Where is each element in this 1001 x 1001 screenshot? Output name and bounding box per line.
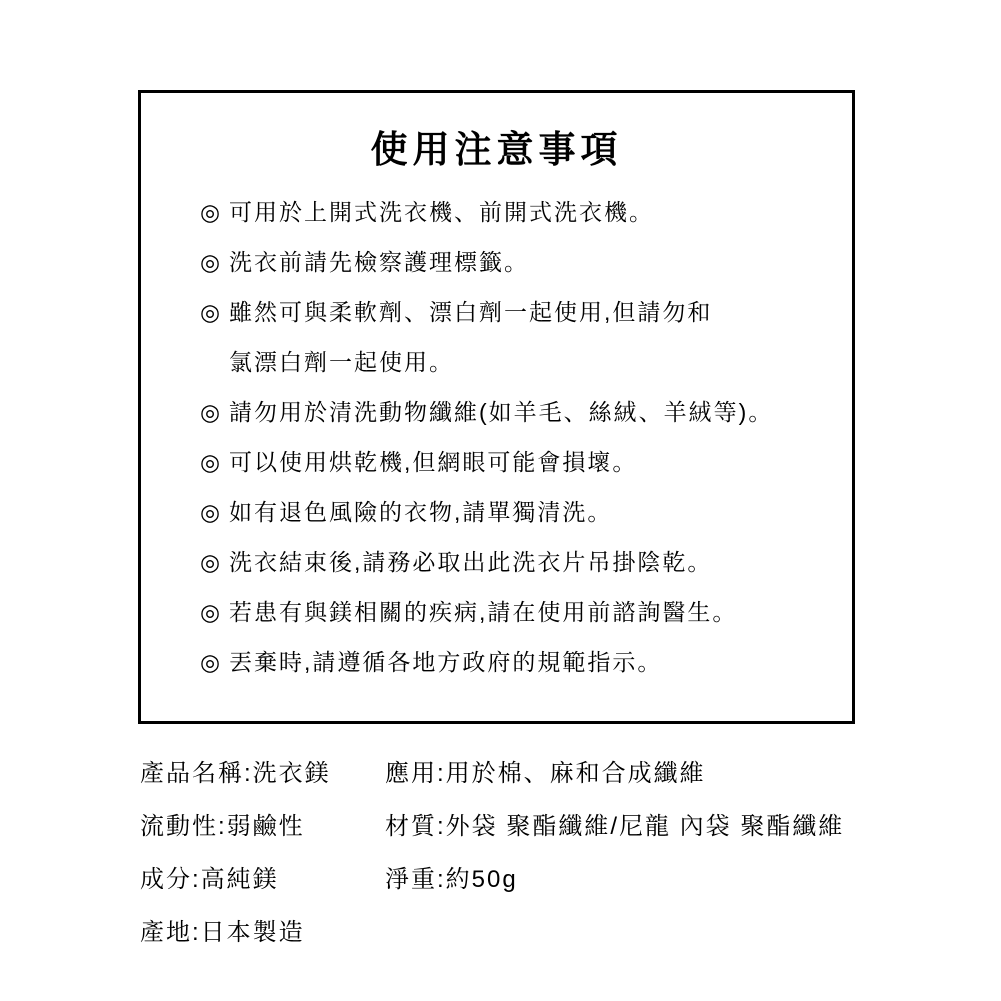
notice-item-2 bbox=[200, 237, 822, 287]
info-row-3 bbox=[140, 853, 885, 906]
notice-item-5 bbox=[200, 437, 822, 487]
notice-item-6 bbox=[200, 487, 822, 537]
notice-line-continuation: 氯漂白劑一起使用。 bbox=[229, 349, 454, 375]
info-row-4-right bbox=[385, 906, 885, 959]
double-circle-bullet-icon: ◎ bbox=[200, 249, 223, 275]
notice-line: 洗衣前請先檢察護理標籤。 bbox=[229, 249, 529, 275]
info-row-1 bbox=[140, 747, 885, 800]
double-circle-bullet-icon: ◎ bbox=[200, 549, 223, 575]
ingredient-field: 成分:高純鎂 bbox=[140, 866, 279, 893]
notice-item-9 bbox=[200, 637, 822, 687]
product-info-section bbox=[140, 747, 885, 959]
notice-line: 若患有與鎂相關的疾病,請在使用前諮詢醫生。 bbox=[229, 599, 738, 625]
notice-item-8 bbox=[200, 587, 822, 637]
material-field: 材質:外袋 聚酯纖維/尼龍 內袋 聚酯纖維 bbox=[385, 813, 845, 840]
double-circle-bullet-icon: ◎ bbox=[200, 649, 223, 675]
notice-line: 雖然可與柔軟劑、漂白劑一起使用,但請勿和 bbox=[229, 299, 713, 325]
application-field: 應用:用於棉、麻和合成纖維 bbox=[385, 760, 706, 787]
notice-line: 丟棄時,請遵循各地方政府的規範指示。 bbox=[229, 649, 663, 675]
origin-field: 產地:日本製造 bbox=[140, 919, 305, 946]
notice-line: 洗衣結束後,請務必取出此洗衣片吊掛陰乾。 bbox=[229, 549, 713, 575]
net-weight-field: 淨重:約50g bbox=[385, 866, 518, 893]
notice-list bbox=[141, 187, 852, 687]
double-circle-bullet-icon: ◎ bbox=[200, 299, 223, 325]
notice-item-4 bbox=[200, 387, 822, 437]
fluidity-field: 流動性:弱鹼性 bbox=[140, 813, 305, 840]
notice-line: 請勿用於清洗動物纖維(如羊毛、絲絨、羊絨等)。 bbox=[229, 399, 774, 425]
notice-line: 可用於上開式洗衣機、前開式洗衣機。 bbox=[229, 199, 654, 225]
notice-item-7 bbox=[200, 537, 822, 587]
double-circle-bullet-icon: ◎ bbox=[200, 399, 223, 425]
info-row-2 bbox=[140, 800, 885, 853]
double-circle-bullet-icon: ◎ bbox=[200, 499, 223, 525]
double-circle-bullet-icon: ◎ bbox=[200, 449, 223, 475]
product-name-field: 產品名稱:洗衣鎂 bbox=[140, 760, 331, 787]
notice-line: 可以使用烘乾機,但網眼可能會損壞。 bbox=[229, 449, 638, 475]
notice-title: 使用注意事項 bbox=[370, 129, 623, 170]
double-circle-bullet-icon: ◎ bbox=[200, 199, 223, 225]
usage-notice-box bbox=[138, 90, 855, 724]
info-row-4 bbox=[140, 906, 885, 959]
double-circle-bullet-icon: ◎ bbox=[200, 599, 223, 625]
notice-item-1 bbox=[200, 187, 822, 237]
notice-line: 如有退色風險的衣物,請單獨清洗。 bbox=[229, 499, 613, 525]
notice-item-3 bbox=[200, 287, 822, 387]
